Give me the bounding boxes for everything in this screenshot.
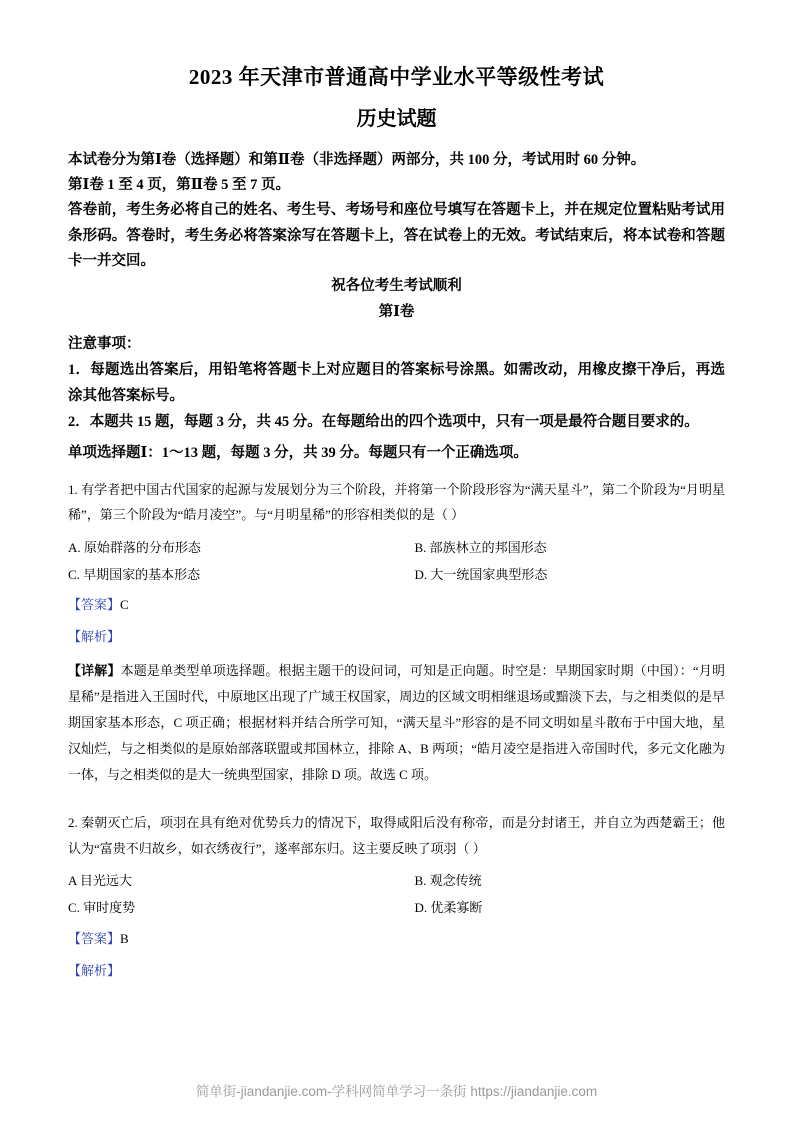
option-a-text: 原始群落的分布形态 <box>83 539 201 555</box>
option-c-label: C. <box>68 900 80 916</box>
instruction-line-1: 本试卷分为第Ⅰ卷（选择题）和第Ⅱ卷（非选择题）两部分，共 100 分，考试用时 60 分钟。 <box>68 151 646 168</box>
option-d[interactable] <box>397 894 726 921</box>
option-d[interactable] <box>397 561 726 588</box>
option-d-label: D. <box>414 567 428 583</box>
question-stem <box>68 810 725 861</box>
option-b-text: 观念传统 <box>429 873 482 889</box>
option-a[interactable] <box>68 534 397 561</box>
answer-line <box>68 926 725 952</box>
option-b[interactable] <box>397 534 726 561</box>
option-d-label: D. <box>414 900 428 916</box>
option-c[interactable] <box>68 894 397 921</box>
instruction-line-2: 第Ⅰ卷 1 至 4 页，第Ⅱ卷 5 至 7 页。 <box>68 176 291 193</box>
option-c[interactable] <box>68 561 397 588</box>
option-b-label: B. <box>414 873 427 889</box>
footer-watermark: 简单街-jiandanjie.com-学科网简单学习一条街 https://jiandanjie.com <box>195 1084 598 1099</box>
options-row <box>68 894 725 921</box>
option-c-text: 早期国家的基本形态 <box>83 567 201 583</box>
option-a-text: 目光远大 <box>79 873 132 889</box>
question-1 <box>68 477 725 788</box>
options-row <box>68 534 725 561</box>
wish-line: 祝各位考生考试顺利 <box>331 278 462 295</box>
explanation-tag: 【解析】 <box>68 962 121 978</box>
option-c-label: C. <box>68 567 80 583</box>
answer-value: B <box>120 930 129 946</box>
instructions-block <box>68 148 725 275</box>
question-2 <box>68 810 725 983</box>
explanation-body <box>68 658 725 788</box>
instruction-line-3: 答卷前，考生务必将自己的姓名、考生号、考场号和座位号填写在答题卡上，并在规定位置粘贴考试用条形码。答卷时，考生务必将答案涂写在答题卡上，答在试卷上的无效。考试结束后，将本试卷和答题卡一并交回。 <box>68 202 725 269</box>
detail-text: 本题是单类型单项选择题。根据主题干的设问词，可知是正向题。时空是：早期国家时期（中国）：“月明星稀”是指进入王国时代，中原地区出现了广域王权国家，周边的区域文明相继退场或黯淡下去，与之相类似的是早期国家基本形态，C 项正确；根据材料并结合所学可知，“满天星斗”形容的是不同文明如星斗散布于中国大地，星汉灿烂，与之相类似的是原始部落联盟或邦国林立，排除 A、B 两项；“皓月凌空是指进入帝国时代，多元文化融为一体，与之相类似的是大一统典型国家，排除 D 项。故选 C 项。 <box>68 663 725 783</box>
notice-heading: 注意事项： <box>68 336 141 353</box>
answer-value: C <box>120 597 129 613</box>
notice-item-1: 1．每题选出答案后，用铅笔将答题卡上对应题目的答案标号涂黑。如需改动，用橡皮擦干净后，再选涂其他答案标号。 <box>68 362 725 405</box>
question-text: 秦朝灭亡后，项羽在具有绝对优势兵力的情况下，取得咸阳后没有称帝，而是分封诸王，并自立为西楚霸王；他认为“富贵不归故乡，如衣绣夜行”，遂率部东归。这主要反映了项羽（ ） <box>68 815 725 856</box>
option-d-text: 大一统国家典型形态 <box>430 567 548 583</box>
option-a-label: A <box>68 873 77 889</box>
section-heading: 单项选择题Ⅰ：1～13 题，每题 3 分，共 39 分。每题只有一个正确选项。 <box>68 444 528 461</box>
option-b-label: B. <box>414 539 427 555</box>
question-number: 1. <box>68 482 78 498</box>
options-row <box>68 867 725 894</box>
option-a-label: A. <box>68 539 81 555</box>
option-d-text: 优柔寡断 <box>430 900 483 916</box>
question-text: 有学者把中国古代国家的起源与发展划分为三个阶段，并将第一个阶段形容为“满天星斗”，第二个阶段为“月明星稀”，第三个阶段为“皓月凌空”。与“月明星稀”的形容相类似的是（ ） <box>68 482 726 523</box>
option-b-text: 部族林立的邦国形态 <box>429 539 547 555</box>
notice-item-2: 2．本题共 15 题，每题 3 分，共 45 分。在每题给出的四个选项中，只有一项是最符合题目要求的。 <box>68 414 699 431</box>
option-c-text: 审时度势 <box>83 900 136 916</box>
page-subtitle: 历史试题 <box>356 107 437 130</box>
options-row <box>68 561 725 588</box>
option-b[interactable] <box>397 867 726 894</box>
options-group <box>68 867 725 922</box>
answer-tag: 【答案】 <box>68 597 121 613</box>
answer-tag: 【答案】 <box>68 930 121 946</box>
explanation-tag: 【解析】 <box>68 629 121 645</box>
page-title: 2023 年天津市普通高中学业水平等级性考试 <box>188 65 605 89</box>
question-number: 2. <box>68 815 78 831</box>
answer-line <box>68 592 725 618</box>
paper-part-label: 第Ⅰ卷 <box>378 303 415 320</box>
option-a[interactable] <box>68 867 397 894</box>
options-group <box>68 534 725 589</box>
question-stem <box>68 477 725 528</box>
detail-tag: 【详解】 <box>68 663 121 679</box>
